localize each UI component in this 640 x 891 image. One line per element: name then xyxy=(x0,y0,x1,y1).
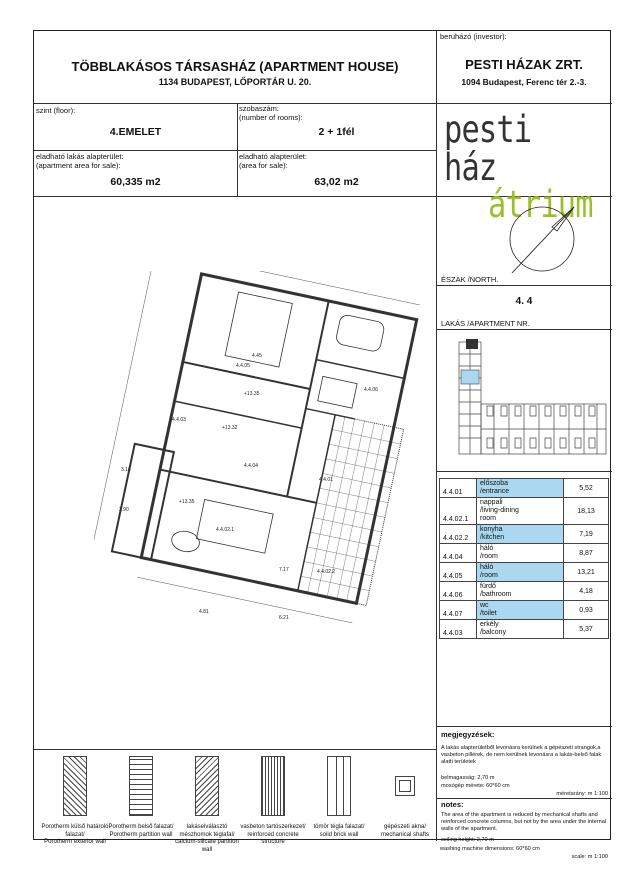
room-name2: /bathroom xyxy=(480,591,512,598)
room-name xyxy=(477,563,564,582)
room-row xyxy=(440,620,609,639)
room-name1: konyha xyxy=(480,526,503,533)
room-code: 4.4.05 xyxy=(440,563,477,582)
room-name xyxy=(477,479,564,498)
plan-level-1: +13.35 xyxy=(244,391,260,397)
legend-en: mechanical shafts xyxy=(380,831,430,838)
north-divider xyxy=(436,285,612,286)
legend-hu: gépészeti akna/ xyxy=(383,824,427,830)
investor-address: 1094 Budapest, Ferenc tér 2.-3. xyxy=(461,77,587,87)
north-arrow-icon xyxy=(502,201,582,281)
apartment-floor-plan xyxy=(94,271,434,651)
legend-symbol-icon xyxy=(195,756,219,816)
plan-label-r1: 4.4.05 xyxy=(236,363,250,369)
investor-name: PESTI HÁZAK ZRT. xyxy=(465,57,583,72)
area2-label-1: eladható alapterület: xyxy=(239,152,307,161)
legend-item xyxy=(238,756,308,847)
plan-label-r6: 4.4.06 xyxy=(364,387,378,393)
legend-en: Porotherm exterior wall xyxy=(44,839,106,845)
area2-value: 63,02 m2 xyxy=(314,176,359,188)
room-code: 4.4.02.2 xyxy=(440,525,477,544)
room-area: 13,21 xyxy=(564,563,609,582)
room-name2: /room xyxy=(480,572,498,579)
plan-dim-2: 3.16 xyxy=(121,467,131,473)
key-plan-divider xyxy=(436,471,612,472)
room-area: 5,52 xyxy=(564,479,609,498)
room-area: 8,87 xyxy=(564,544,609,563)
area2-label-2: (area for sale): xyxy=(239,161,288,170)
room-row xyxy=(440,601,609,620)
info-divider-h2 xyxy=(34,196,436,197)
plan-label-r7: 4.4.03 xyxy=(172,417,186,423)
logo-line-1: pesti ház xyxy=(444,108,532,189)
room-code: 4.4.04 xyxy=(440,544,477,563)
room-name1: fürdő xyxy=(480,583,496,590)
rooms-label-1: szobaszám: xyxy=(239,104,280,113)
room-name xyxy=(477,498,564,525)
plan-dim-4: 4.81 xyxy=(199,609,209,615)
room-row xyxy=(440,563,609,582)
legend-hu: vasbeton tartószerkezet/ xyxy=(240,824,306,830)
info-divider-h1 xyxy=(34,150,436,151)
rooms-value: 2 + 1fél xyxy=(318,126,355,138)
notes-en-washer: washing machine dimensions: 60*60 cm xyxy=(440,846,540,852)
apartment-divider xyxy=(436,329,612,330)
plan-dim-6: 6.21 xyxy=(279,615,289,621)
apartment-number: 4. 4 xyxy=(515,296,533,307)
notes-en-scale: scale: m 1:100 xyxy=(571,854,608,860)
legend-en: reinforced concrete structure xyxy=(247,831,299,845)
legend-hu: Porotherm külső határoló falazat/ xyxy=(41,824,109,838)
legend-en: calcium-silicate partition wall xyxy=(175,839,239,853)
legend-hu: Porotherm belső falazat/ xyxy=(108,824,174,830)
room-name xyxy=(477,582,564,601)
legend-symbol-icon xyxy=(395,776,415,796)
notes-mid-divider xyxy=(436,798,612,799)
plan-label-r4: 4.4.02.1 xyxy=(216,527,235,533)
room-row xyxy=(440,582,609,601)
notes-hu-title: megjegyzések: xyxy=(441,730,495,739)
floor-value: 4.EMELET xyxy=(109,126,162,138)
legend-item xyxy=(370,756,440,839)
room-name2: /toilet xyxy=(480,610,497,617)
room-name2: /balcony xyxy=(480,629,507,636)
legend-divider xyxy=(34,749,436,750)
area-label-2: (apartment area for sale): xyxy=(36,161,121,170)
area-value: 60,335 m2 xyxy=(110,176,161,188)
room-area: 18,13 xyxy=(564,498,609,525)
room-code: 4.4.06 xyxy=(440,582,477,601)
legend-item xyxy=(106,756,176,839)
room-name2: /entrance xyxy=(480,488,510,495)
room-name xyxy=(477,601,564,620)
plan-dim-3: 2.90 xyxy=(119,507,129,513)
plan-dim-5: 7.17 xyxy=(279,567,289,573)
room-name xyxy=(477,525,564,544)
floor-label: szint (floor): xyxy=(36,106,76,115)
legend-hu: tömör tégla falazat/ xyxy=(313,824,365,830)
room-name3: room xyxy=(480,515,496,522)
plan-level-3: +13.35 xyxy=(179,499,195,505)
room-name1: háló xyxy=(480,564,494,571)
notes-top-divider xyxy=(436,726,612,727)
room-name1: előszoba xyxy=(480,480,509,487)
room-code: 4.4.03 xyxy=(440,620,477,639)
room-row xyxy=(440,498,609,525)
legend-item xyxy=(304,756,374,839)
logo-line-2: átrium xyxy=(488,183,593,226)
plan-level-2: +13.32 xyxy=(222,425,238,431)
room-code: 4.4.01 xyxy=(440,479,477,498)
room-name2: /room xyxy=(480,553,498,560)
north-label: ÉSZAK /NORTH. xyxy=(441,275,499,284)
room-code: 4.4.07 xyxy=(440,601,477,620)
notes-en-text: The area of the apartment is reduced by mechanical shafts and reinforced concrete columns, but not by the area under the internal walls of the apartment. xyxy=(441,812,607,832)
room-row xyxy=(440,479,609,498)
legend-hu: lakáselválasztó mészhomok téglafal/ xyxy=(179,824,235,838)
building-address: 1134 BUDAPEST, LŐPORTÁR U. 20. xyxy=(158,77,312,87)
room-area: 4,18 xyxy=(564,582,609,601)
building-title: TÖBBLAKÁSOS TÁRSASHÁZ (APARTMENT HOUSE) xyxy=(71,59,399,74)
room-area-table xyxy=(439,478,609,639)
room-area: 0,93 xyxy=(564,601,609,620)
area-label-1: eladható lakás alapterület: xyxy=(36,152,124,161)
room-code: 4.4.02.1 xyxy=(440,498,477,525)
notes-en-title: notes: xyxy=(441,800,464,809)
room-name2: /living-dining xyxy=(480,507,519,514)
room-area: 7,19 xyxy=(564,525,609,544)
room-row xyxy=(440,525,609,544)
room-name2: /kitchen xyxy=(480,534,505,541)
legend-item xyxy=(172,756,242,854)
plan-label-r5: 4.4.02.2 xyxy=(317,569,336,575)
legend-en: solid brick wall xyxy=(319,831,359,838)
notes-hu-height: belmagasság: 2,70 m xyxy=(441,775,495,781)
notes-hu-scale: méretarány: m 1:100 xyxy=(556,791,608,797)
room-area: 5,37 xyxy=(564,620,609,639)
pesti-haz-logo xyxy=(444,108,604,226)
room-name xyxy=(477,544,564,563)
room-name1: nappali xyxy=(480,499,503,506)
legend-item xyxy=(40,756,110,847)
room-name1: háló xyxy=(480,545,494,552)
plan-dim-1: 4.45 xyxy=(252,353,262,359)
legend-symbol-icon xyxy=(261,756,285,816)
legend-symbol-icon xyxy=(327,756,351,816)
room-name xyxy=(477,620,564,639)
investor-label: beruházó (investor): xyxy=(440,32,507,41)
room-name1: erkély xyxy=(480,621,499,628)
legend-symbol-icon xyxy=(63,756,87,816)
building-key-plan xyxy=(439,334,609,464)
plan-label-r2: 4.4.04 xyxy=(244,463,258,469)
plan-label-r3: 4.4.01 xyxy=(319,477,333,483)
apartment-label: LAKÁS /APARTMENT NR. xyxy=(441,319,530,328)
notes-hu-washer: mosógép mérete: 60*60 cm xyxy=(441,783,510,789)
room-name1: wc xyxy=(480,602,489,609)
header-divider xyxy=(34,103,612,104)
right-column-divider xyxy=(436,31,437,841)
notes-en-height: ceiling height: 2,70 m xyxy=(441,837,494,843)
legend-en: Porotherm partition wall xyxy=(109,831,173,838)
legend-symbol-icon xyxy=(129,756,153,816)
room-row xyxy=(440,544,609,563)
notes-hu-text: A lakás alapterületből levonásra kerülnek a gépészeti strangok,a vasbeton pillérek, de nem kerülnek levonásra a lakás-belső falak alatti területek xyxy=(441,745,602,765)
rooms-label-2: (number of rooms): xyxy=(239,113,303,122)
